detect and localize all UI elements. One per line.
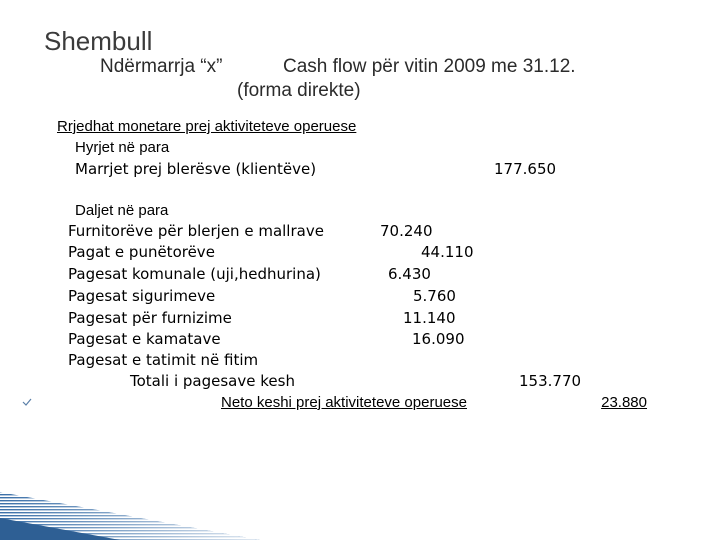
- slide-title: Shembull: [44, 26, 153, 56]
- outflow-item-value: 44.110: [421, 243, 474, 261]
- total-payments-label: Totali i pagesave kesh: [130, 372, 295, 390]
- outflow-item-value: 70.240: [380, 222, 433, 240]
- outflow-item-label: Pagat e punëtorëve: [68, 243, 215, 261]
- outflow-item-value: 16.090: [412, 330, 465, 348]
- section-heading: Rrjedhat monetare prej aktiviteteve operuese: [57, 118, 357, 135]
- outflow-item-label: Pagesat për furnizime: [68, 309, 232, 327]
- total-payments-value: 153.770: [519, 372, 582, 390]
- company-name: Ndërmarrja “x”: [100, 56, 223, 77]
- statement-method: (forma direkte): [237, 80, 361, 101]
- net-cash-value: 23.880: [601, 394, 647, 411]
- corner-decoration: [0, 440, 260, 540]
- outflows-label: Daljet në para: [75, 202, 169, 219]
- outflow-item-label: Furnitorëve për blerjen e mallrave: [68, 222, 324, 240]
- outflow-item-value: 6.430: [388, 265, 431, 283]
- inflow-item-label: Marrjet prej blerësve (klientëve): [75, 160, 317, 178]
- statement-title: Cash flow për vitin 2009 me 31.12.: [283, 56, 576, 77]
- inflow-item-value: 177.650: [494, 160, 557, 178]
- bullet-icon: [22, 397, 32, 407]
- inflows-label: Hyrjet në para: [75, 139, 170, 156]
- outflow-item-label: Pagesat komunale (uji,hedhurina): [68, 265, 321, 283]
- net-cash-label: Neto keshi prej aktiviteteve operuese: [221, 394, 467, 411]
- outflow-item-label: Pagesat sigurimeve: [68, 287, 216, 305]
- outflow-item-label: Pagesat e tatimit në fitim: [68, 351, 259, 369]
- outflow-item-value: 5.760: [413, 287, 456, 305]
- outflow-item-label: Pagesat e kamatave: [68, 330, 221, 348]
- outflow-item-value: 11.140: [403, 309, 456, 327]
